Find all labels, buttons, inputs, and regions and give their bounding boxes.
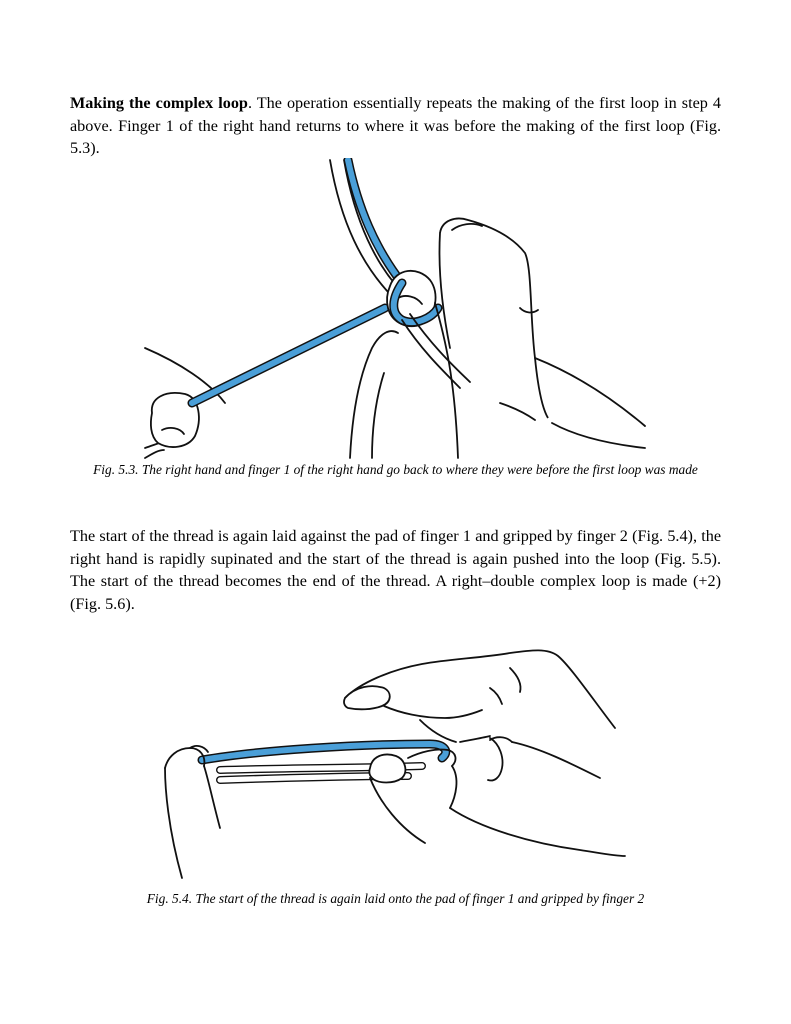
paragraph-text: . The operation essentially repeats the making of the first loop in step 4 above. Finger 1 of the right hand returns to where it was before the making of the first loop (Fig. 5.3). [70, 94, 721, 158]
figure-5-3-caption: Fig. 5.3. The right hand and finger 1 of the right hand go back to where they were before the first loop was made [93, 462, 698, 477]
paragraph-thread-start: The start of the thread is again laid against the pad of finger 1 and gripped by finger 2 (Fig. 5.4), the right hand is rapidly supinated and the start of the thread is again pushed into the loop (Fig. 5.5). The start of the thread becomes the end of the thread. A right–double complex loop is made (+2) (Fig. 5.6). [70, 527, 721, 613]
figure-5-3-illustration [140, 158, 650, 460]
paragraph-lead: Making the complex loop [70, 94, 248, 112]
paragraph-complex-loop [70, 92, 721, 160]
figure-5-4-caption: Fig. 5.4. The start of the thread is again laid onto the pad of finger 1 and gripped by finger 2 [146, 891, 645, 906]
figure-5-4-illustration [160, 628, 630, 890]
